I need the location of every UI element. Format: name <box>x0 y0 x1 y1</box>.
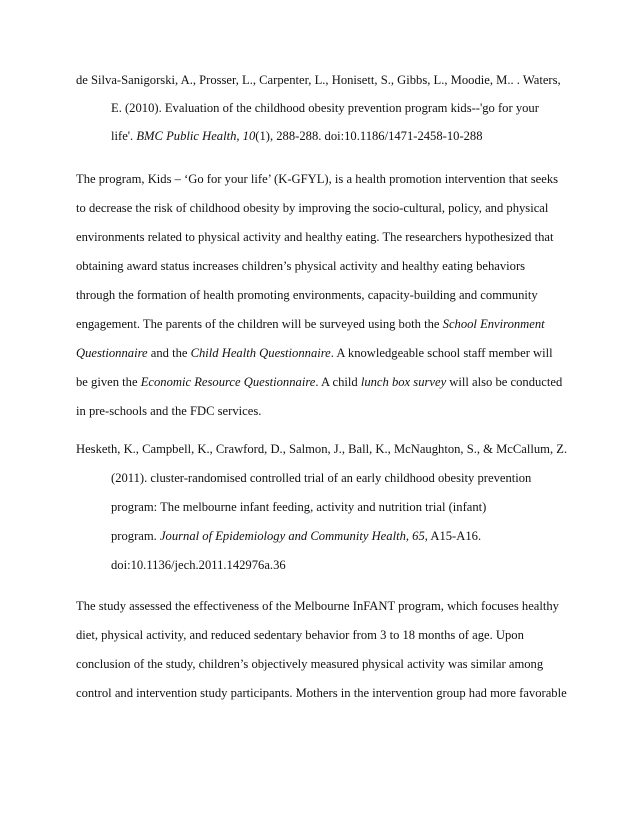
citation-2-line-5: doi:10.1136/jech.2011.142976a.36 <box>111 558 286 572</box>
summary-1-line-9: in pre-schools and the FDC services. <box>76 404 262 418</box>
summary-1-line-3: environments related to physical activity and healthy eating. The researchers hypothesized that <box>76 230 554 244</box>
summary-2-line-2: diet, physical activity, and reduced sedentary behavior from 3 to 18 months of age. Upon <box>76 628 524 642</box>
summary-1-line-2: to decrease the risk of childhood obesity by improving the socio-cultural, policy, and physical <box>76 201 549 215</box>
summary-2-line-4: control and intervention study participants. Mothers in the intervention group had more favorable <box>76 686 567 700</box>
summary-1-line-4: obtaining award status increases children’s physical activity and healthy eating behaviors <box>76 259 526 273</box>
citation-2-line-1: Hesketh, K., Campbell, K., Crawford, D., Salmon, J., Ball, K., McNaughton, S., & McCallum, Z. <box>76 442 568 456</box>
citation-1-line-3: life'. BMC Public Health, 10(1), 288-288. doi:10.1186/1471-2458-10-288 <box>111 129 483 143</box>
summary-1-line-8: be given the Economic Resource Questionnaire. A child lunch box survey will also be conducted <box>76 375 563 389</box>
citation-2-line-2: (2011). cluster-randomised controlled trial of an early childhood obesity prevention <box>111 471 532 485</box>
summary-2-line-3: conclusion of the study, children’s objectively measured physical activity was similar among <box>76 657 544 671</box>
summary-1-line-1: The program, Kids – ‘Go for your life’ (K-GFYL), is a health promotion intervention that seeks <box>76 172 559 186</box>
summary-2-line-1: The study assessed the effectiveness of the Melbourne InFANT program, which focuses healthy <box>76 599 559 613</box>
summary-1-line-6: engagement. The parents of the children will be surveyed using both the School Environment <box>76 317 545 331</box>
summary-1-line-5: through the formation of health promoting environments, capacity-building and community <box>76 288 538 302</box>
citation-1-line-2: E. (2010). Evaluation of the childhood obesity prevention program kids--'go for your <box>111 101 539 115</box>
citation-1-line-1: de Silva-Sanigorski, A., Prosser, L., Carpenter, L., Honisett, S., Gibbs, L., Moodie, M.. . Waters, <box>76 73 561 87</box>
citation-2-line-3: program: The melbourne infant feeding, activity and nutrition trial (infant) <box>111 500 487 514</box>
citation-2-line-4: program. Journal of Epidemiology and Community Health, 65, A15-A16. <box>111 529 482 543</box>
summary-1-line-7: Questionnaire and the Child Health Questionnaire. A knowledgeable school staff member will <box>76 346 553 360</box>
